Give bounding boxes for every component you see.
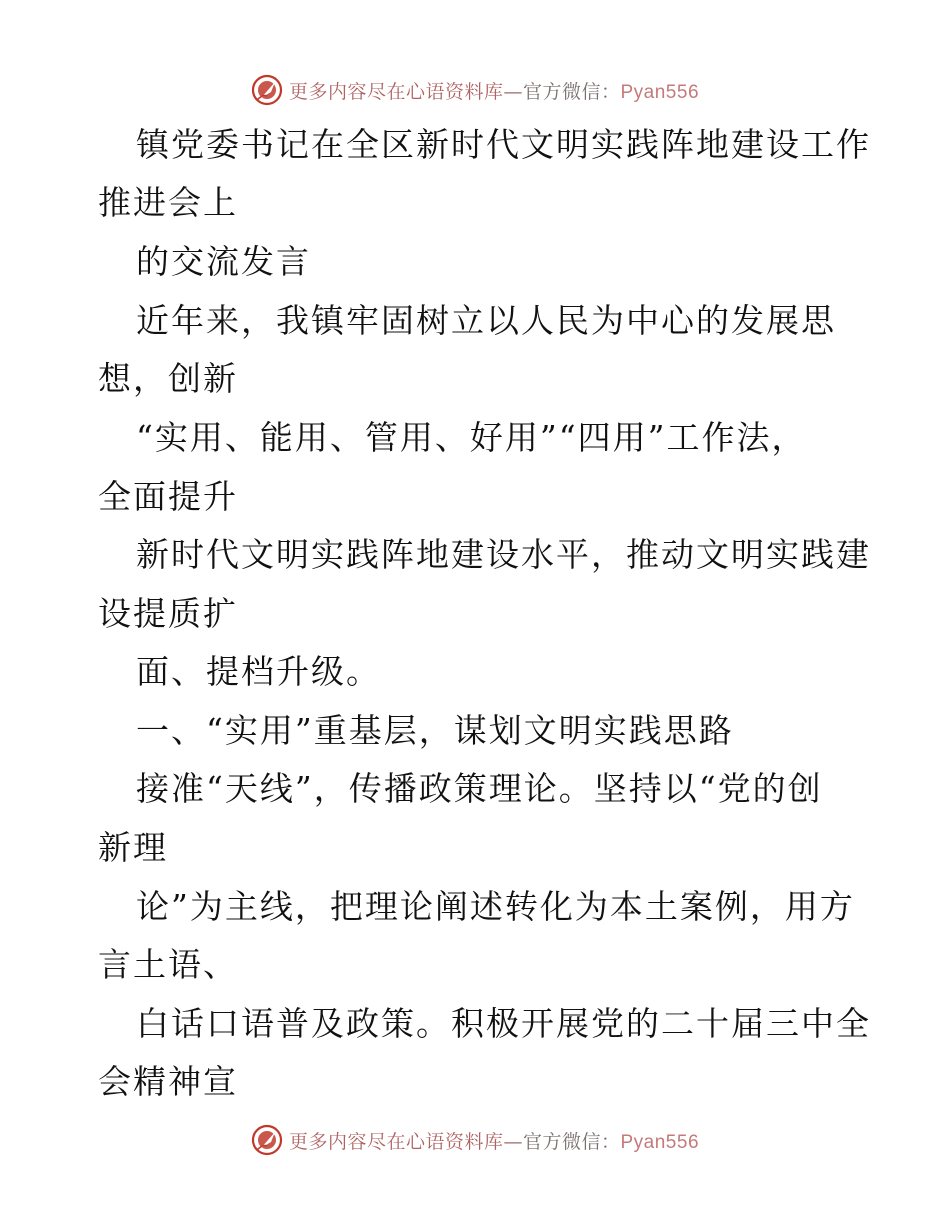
banner-text xyxy=(289,1127,699,1154)
footer-banner xyxy=(0,1120,950,1160)
title-line-2: 推进会上 xyxy=(98,183,238,222)
paragraph-line: “实用、能用、管用、好用”“四用”工作法， xyxy=(136,418,807,457)
banner-dash: — xyxy=(503,1130,523,1153)
paragraph-line: 言土语、 xyxy=(98,945,238,984)
header-banner xyxy=(0,70,950,110)
banner-brand: 更多内容尽在心语资料库 xyxy=(288,1130,504,1153)
paragraph-line: 全面提升 xyxy=(98,477,238,516)
banner-brand: 更多内容尽在心语资料库 xyxy=(288,80,504,103)
title-line-3: 的交流发言 xyxy=(136,242,311,281)
title-line-1: 镇党委书记在全区新时代文明实践阵地建设工作 xyxy=(136,125,871,164)
quill-logo-icon xyxy=(251,74,283,106)
section-heading: 一、“实用”重基层，谋划文明实践思路 xyxy=(136,711,734,750)
quill-logo-icon xyxy=(251,1124,283,1156)
paragraph-line: 会精神宣 xyxy=(98,1062,238,1101)
banner-dash: — xyxy=(503,80,523,103)
paragraph-line: 新时代文明实践阵地建设水平，推动文明实践建 xyxy=(136,535,871,574)
paragraph-line: 新理 xyxy=(98,828,168,867)
banner-wechat-id: Pyan556 xyxy=(620,81,700,103)
banner-wechat-label: 官方微信： xyxy=(522,80,621,103)
paragraph-line: 论”为主线，把理论阐述转化为本土案例，用方 xyxy=(136,887,855,926)
banner-wechat-id: Pyan556 xyxy=(620,1131,700,1153)
paragraph-line: 面、提档升级。 xyxy=(136,652,381,691)
paragraph-line: 白话口语普及政策。积极开展党的二十届三中全 xyxy=(136,1004,871,1043)
paragraph-line: 设提质扩 xyxy=(98,594,238,633)
banner-text xyxy=(289,77,699,104)
paragraph-line: 近年来，我镇牢固树立以人民为中心的发展思 xyxy=(136,301,836,340)
banner-wechat-label: 官方微信： xyxy=(522,1130,621,1153)
paragraph-line: 想，创新 xyxy=(98,359,238,398)
paragraph-line: 接准“天线”，传播政策理论。坚持以“党的创 xyxy=(136,769,823,808)
